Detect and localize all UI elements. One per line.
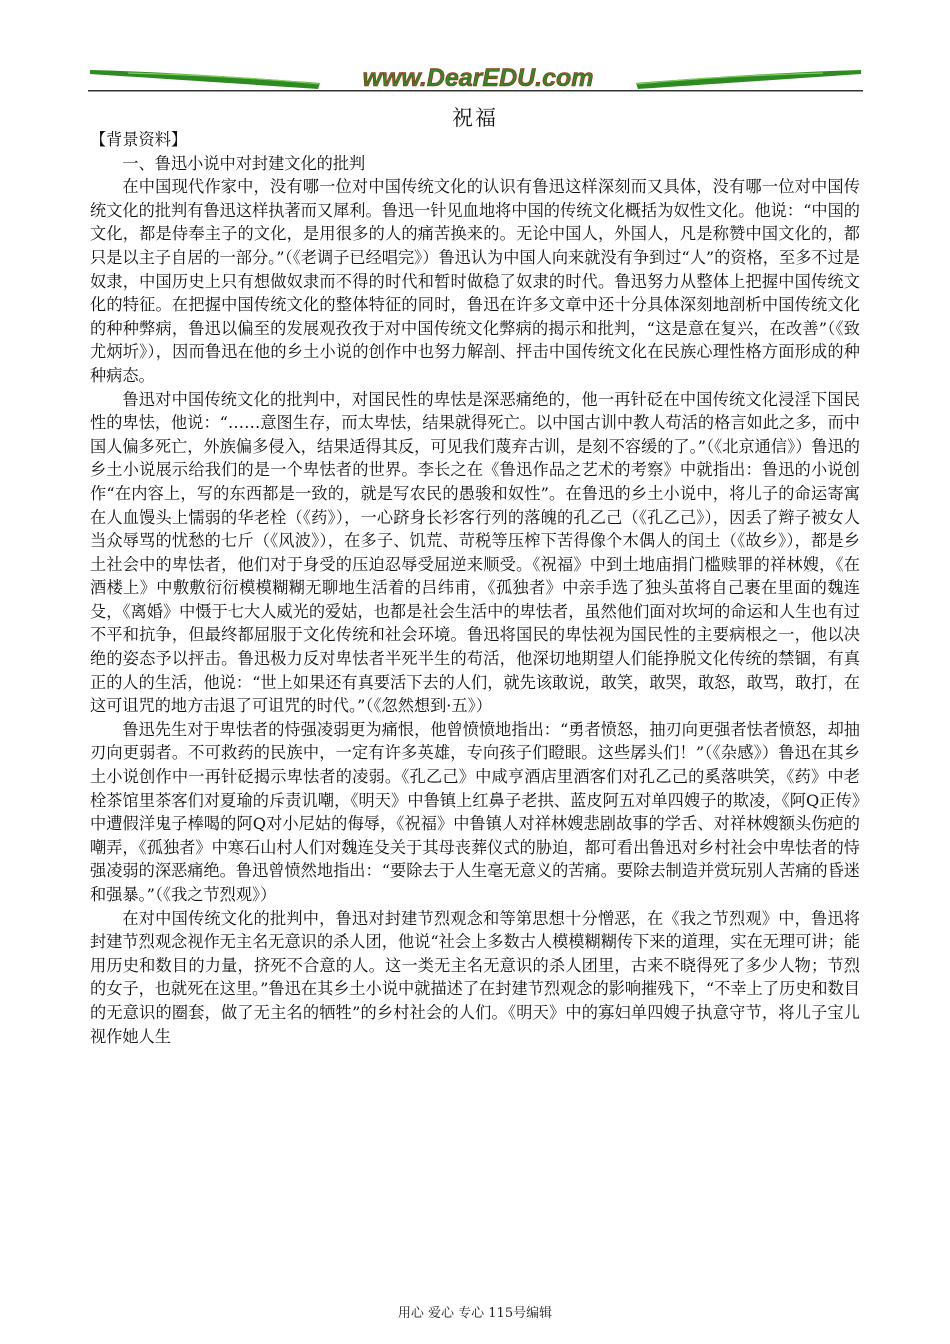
document-body <box>90 128 860 1048</box>
subheading: 一、鲁迅小说中对封建文化的批判 <box>122 153 366 173</box>
site-header-banner <box>88 58 863 98</box>
logo-left-swoosh <box>90 70 320 89</box>
logo-right-swoosh <box>636 70 861 89</box>
page-footer: 用心 爱心 专心 115号编辑 <box>397 1306 553 1321</box>
site-logo <box>88 58 863 98</box>
section-label: 【背景资料】 <box>90 130 188 149</box>
paragraph: 在对中国传统文化的批判中，鲁迅对封建节烈观念和等第思想十分憎恶，在《我之节烈观》中，鲁迅将封建节烈观念视作无主名无意识的杀人团，他说“社会上多数古人模模糊糊传下来的道理，实在无理可讲；能用历史和数目的力量，挤死不合意的人。这一类无主名无意识的杀人团里，古来不晓得死了多少人物；节烈的女子，也就死在这里。”鲁迅在其乡土小说中就描述了在封建节烈观念的影响摧残下，“不幸上了历史和数目的无意识的圈套，做了无主名的牺牲”的乡村社会的人们。《明天》中的寡妇单四嫂子执意守节，将儿子宝儿视作她人生 <box>90 908 860 1046</box>
paragraph: 在中国现代作家中，没有哪一位对中国传统文化的认识有鲁迅这样深刻而又具体，没有哪一位对中国传统文化的批判有鲁迅这样执著而又犀利。鲁迅一针见血地将中国的传统文化概括为奴性文化。他说：“中国的文化，都是侍奉主子的文化，是用很多的人的痛苦换来的。无论中国人，外国人，凡是称赞中国文化的，都只是以主子自居的一部分。”（《老调子已经唱完》）鲁迅认为中国人向来就没有争到过“人”的资格，至多不过是奴隶，中国历史上只有想做奴隶而不得的时代和暂时做稳了奴隶的时代。鲁迅努力从整体上把握中国传统文化的特征。在把握中国传统文化的整体特征的同时，鲁迅在许多文章中还十分具体深刻地剖析中国传统文化的种种弊病，鲁迅以偏至的发展观孜孜于对中国传统文化弊病的揭示和批判，“这是意在复兴，在改善”（《致尤炳圻》），因而鲁迅在他的乡土小说的创作中也努力解剖、抨击中国传统文化在民族心理性格方面形成的种种病态。 <box>90 177 860 385</box>
paragraph: 鲁迅对中国传统文化的批判中，对国民性的卑怯是深恶痛绝的，他一再针砭在中国传统文化浸淫下国民性的卑怯，他说：“……意图生存，而太卑怯，结果就得死亡。以中国古训中教人苟活的格言如此之多，而中国人偏多死亡，外族偏多侵入，结果适得其反，可见我们蔑弃古训，是刻不容缓的了。”（《北京通信》）鲁迅的乡土小说展示给我们的是一个卑怯者的世界。李长之在《鲁迅作品之艺术的考察》中就指出：鲁迅的小说创作“在内容上，写的东西都是一致的，就是写农民的愚骏和奴性”。在鲁迅的乡土小说中，将儿子的命运寄寓在人血馒头上懦弱的华老栓（《药》），一心跻身长衫客行列的落魄的孔乙己（《孔乙己》），因丢了辫子被女人当众辱骂的忧愁的七斤（《风波》），在多子、饥荒、苛税等压榨下苦得像个木偶人的闰土（《故乡》），都是乡土社会中的卑怯者，他们对于身受的压迫忍辱受屈逆来顺受。《祝福》中到土地庙捐门槛赎罪的祥林嫂，《在酒楼上》中敷敷衍衍模模糊糊无聊地生活着的吕纬甫，《孤独者》中亲手选了独头茧将自己裹在里面的魏连殳，《离婚》中慑于七大人威光的爱姑，也都是社会生活中的卑怯者，虽然他们面对坎坷的命运和人生也有过不平和抗争，但最终都屈服于文化传统和社会环境。鲁迅将国民的卑怯视为国民性的主要病根之一，他以决绝的姿态予以抨击。鲁迅极力反对卑怯者半死半生的苟活，他深切地期望人们能挣脱文化传统的禁锢，有真正的人的生活，他说：“世上如果还有真要活下去的人们，就先该敢说，敢笑，敢哭，敢怒，敢骂，敢打，在这可诅咒的地方击退了可诅咒的时代。”（《忽然想到·五》） <box>90 389 860 716</box>
document-title: 祝福 <box>452 106 498 130</box>
paragraph: 鲁迅先生对于卑怯者的恃强凌弱更为痛恨，他曾愤愤地指出：“勇者愤怒，抽刃向更强者怯者愤怒，却抽刃向更弱者。不可救药的民族中，一定有许多英雄，专向孩子们瞪眼。这些孱头们！”（《杂感》）鲁迅在其乡土小说创作中一再针砭揭示卑怯者的凌弱。《孔乙己》中咸亨酒店里酒客们对孔乙己的奚落哄笑，《药》中老栓茶馆里茶客们对夏瑜的斥责讥嘲，《明天》中鲁镇上红鼻子老拱、蓝皮阿五对单四嫂子的欺凌，《阿Q正传》中遭假洋鬼子棒喝的阿Q对小尼姑的侮辱，《祝福》中鲁镇人对祥林嫂悲剧故事的学舌、对祥林嫂额头伤疤的嘲弄，《孤独者》中寒石山村人们对魏连殳关于其母丧葬仪式的胁迫，都可看出鲁迅对乡村社会中卑怯者的恃强凌弱的深恶痛绝。鲁迅曾愤然地指出：“要除去于人生毫无意义的苦痛。要除去制造并赏玩别人苦痛的昏迷和强暴。”（《我之节烈观》） <box>90 719 860 904</box>
logo-text: www.DearEDU.com <box>362 64 594 92</box>
